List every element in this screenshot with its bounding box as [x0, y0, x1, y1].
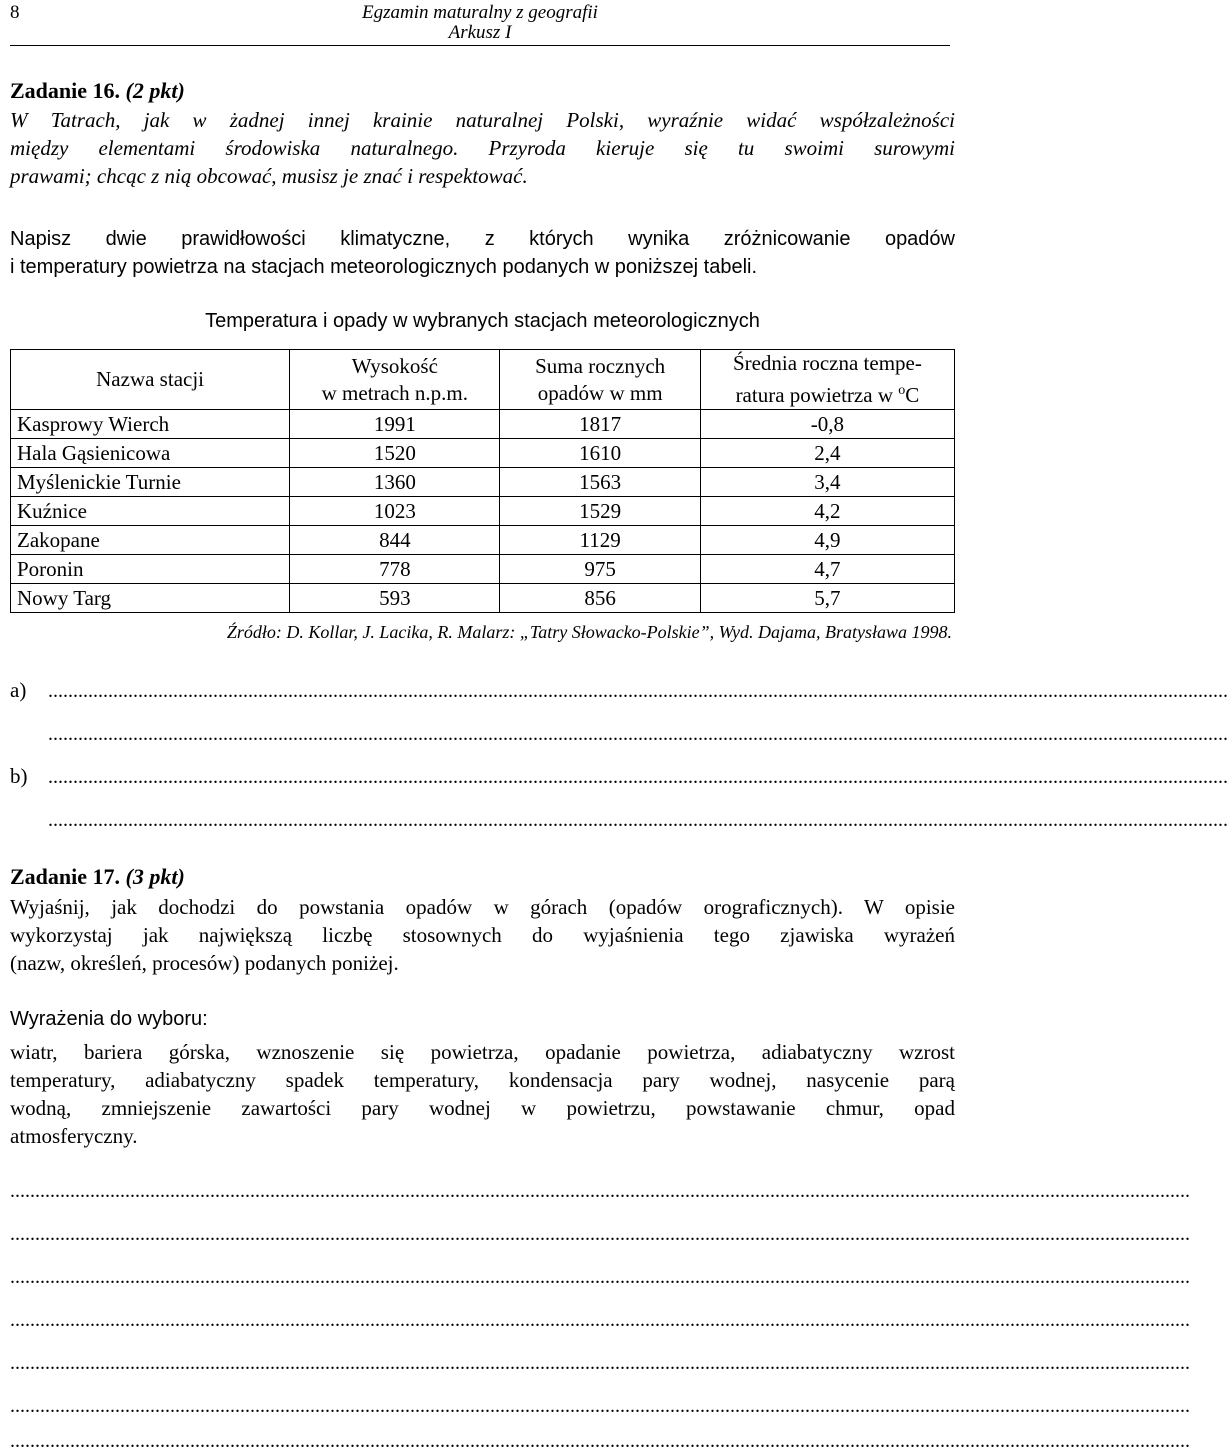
- cell-temperature: 3,4: [700, 468, 954, 497]
- header-title: Egzamin maturalny z geografii: [362, 2, 598, 23]
- cell-temperature: 5,7: [700, 584, 954, 613]
- answer-a-line[interactable]: ............................................................................................................................................................................................................................................: [48, 680, 1228, 702]
- cell-station: Kasprowy Wierch: [11, 410, 290, 439]
- header-precip-line1: Suma rocznych: [535, 353, 666, 378]
- answer-a-label: a): [10, 678, 27, 702]
- task17-answer-line[interactable]: ............................................................................................................................................................................................................................................: [10, 1223, 1190, 1245]
- table-source: Źródło: D. Kollar, J. Lacika, R. Malarz: „Tatry Słowacko-Polskie”, Wyd. Dajama, Bratysława 1998.: [226, 622, 952, 642]
- cell-station: Kuźnice: [11, 497, 290, 526]
- task16-instruction-line: Napisz dwie prawidłowości klimatyczne, z których wynika zróżnicowanie opadów: [10, 228, 955, 250]
- task16-intro-line: W Tatrach, jak w żadnej innej krainie naturalnej Polski, wyraźnie widać współzależności: [10, 108, 955, 132]
- table-row: [11, 526, 955, 555]
- header-temperature: [700, 350, 954, 410]
- task16-intro-line: prawami; chcąc z nią obcować, musisz je znać i respektować.: [10, 164, 528, 188]
- header-precip-line2: opadów w mm: [537, 380, 663, 405]
- table-caption: Temperatura i opady w wybranych stacjach meteorologicznych: [205, 310, 760, 332]
- cell-altitude: 844: [290, 526, 500, 555]
- task17-answer-line[interactable]: ............................................................................................................................................................................................................................................: [10, 1266, 1190, 1288]
- answer-b-label: b): [10, 764, 28, 788]
- task16-heading: [10, 78, 185, 104]
- header-temp-line1: Średnia roczna tempe-: [732, 351, 922, 375]
- task16-instruction-line: i temperatury powietrza na stacjach meteorologicznych podanych w poniższej tabeli.: [10, 256, 758, 278]
- terms-heading: Wyrażenia do wyboru:: [10, 1008, 208, 1030]
- cell-precipitation: 1129: [500, 526, 700, 555]
- answer-b-line[interactable]: ............................................................................................................................................................................................................................................: [48, 809, 1228, 831]
- task17-answer-line[interactable]: ............................................................................................................................................................................................................................................: [10, 1180, 1190, 1202]
- header-temp-line2: ratura powietrza w: [735, 383, 893, 407]
- stations-table: [10, 349, 955, 613]
- terms-line: atmosferyczny.: [10, 1124, 138, 1148]
- cell-station: Nowy Targ: [11, 584, 290, 613]
- cell-altitude: 1360: [290, 468, 500, 497]
- task17-title: Zadanie 17.: [10, 864, 121, 889]
- header-precipitation: [500, 350, 700, 410]
- task16-intro-line: między elementami środowiska naturalnego. Przyroda kieruje się tu swoimi surowymi: [10, 136, 955, 160]
- task16-points: (2 pkt): [125, 78, 185, 103]
- task16-title: Zadanie 16.: [10, 78, 121, 103]
- cell-temperature: 2,4: [700, 439, 954, 468]
- cell-precipitation: 1610: [500, 439, 700, 468]
- cell-temperature: -0,8: [700, 410, 954, 439]
- cell-station: Myślenickie Turnie: [11, 468, 290, 497]
- task17-points: (3 pkt): [125, 864, 185, 889]
- table-row: [11, 584, 955, 613]
- task16-instruction: [10, 225, 955, 281]
- terms-line: wodną, zmniejszenie zawartości pary wodnej w powietrzu, powstawanie chmur, opad: [10, 1096, 955, 1120]
- table-row: [11, 410, 955, 439]
- task17-answer-line[interactable]: ............................................................................................................................................................................................................................................: [10, 1352, 1190, 1374]
- task17-answer-line[interactable]: ............................................................................................................................................................................................................................................: [10, 1309, 1190, 1331]
- cell-temperature: 4,7: [700, 555, 954, 584]
- header-divider: [10, 45, 950, 46]
- header-temp-unit: C: [905, 383, 920, 407]
- cell-station: Zakopane: [11, 526, 290, 555]
- answer-a-line[interactable]: ............................................................................................................................................................................................................................................: [48, 723, 1228, 745]
- terms-line: temperatury, adiabatyczny spadek temperatury, kondensacja pary wodnej, nasycenie parą: [10, 1068, 955, 1092]
- table-row: [11, 497, 955, 526]
- header-altitude: [290, 350, 500, 410]
- table-header-row: [11, 350, 955, 410]
- task17-answer-line[interactable]: ............................................................................................................................................................................................................................................: [10, 1395, 1190, 1417]
- cell-temperature: 4,9: [700, 526, 954, 555]
- task17-instruction-line: Wyjaśnij, jak dochodzi do powstania opadów w górach (opadów orograficznych). W opisie: [10, 895, 955, 919]
- cell-precipitation: 1817: [500, 410, 700, 439]
- cell-altitude: 1991: [290, 410, 500, 439]
- task17-instruction-line: (nazw, określeń, procesów) podanych poniżej.: [10, 951, 399, 975]
- answer-b-line[interactable]: ............................................................................................................................................................................................................................................: [48, 766, 1228, 788]
- cell-altitude: 778: [290, 555, 500, 584]
- cell-altitude: 1023: [290, 497, 500, 526]
- cell-precipitation: 1529: [500, 497, 700, 526]
- task17-answer-line[interactable]: ............................................................................................................................................................................................................................................: [10, 1430, 1190, 1452]
- cell-altitude: 1520: [290, 439, 500, 468]
- table-row: [11, 439, 955, 468]
- header-altitude-line1: Wysokość: [351, 353, 438, 378]
- cell-precipitation: 975: [500, 555, 700, 584]
- terms-line: wiatr, bariera górska, wznoszenie się powietrza, opadanie powietrza, adiabatyczny wzrost: [10, 1040, 955, 1064]
- cell-temperature: 4,2: [700, 497, 954, 526]
- cell-station: Poronin: [11, 555, 290, 584]
- header-subtitle: Arkusz I: [448, 22, 512, 43]
- task17-instruction-line: wykorzystaj jak największą liczbę stosownych do wyjaśnienia tego zjawiska wyrażeń: [10, 923, 955, 947]
- header-station: Nazwa stacji: [11, 350, 290, 410]
- task17-heading: [10, 864, 185, 890]
- table-row: [11, 468, 955, 497]
- cell-altitude: 593: [290, 584, 500, 613]
- cell-precipitation: 1563: [500, 468, 700, 497]
- table-row: [11, 555, 955, 584]
- cell-station: Hala Gąsienicowa: [11, 439, 290, 468]
- terms-list: [10, 1038, 955, 1150]
- page-number: 8: [10, 2, 20, 23]
- task17-instruction: [10, 893, 955, 977]
- cell-precipitation: 856: [500, 584, 700, 613]
- task16-intro: [10, 106, 955, 190]
- header-altitude-line2: w metrach n.p.m.: [321, 380, 469, 405]
- header-temp-degree: o: [898, 383, 906, 398]
